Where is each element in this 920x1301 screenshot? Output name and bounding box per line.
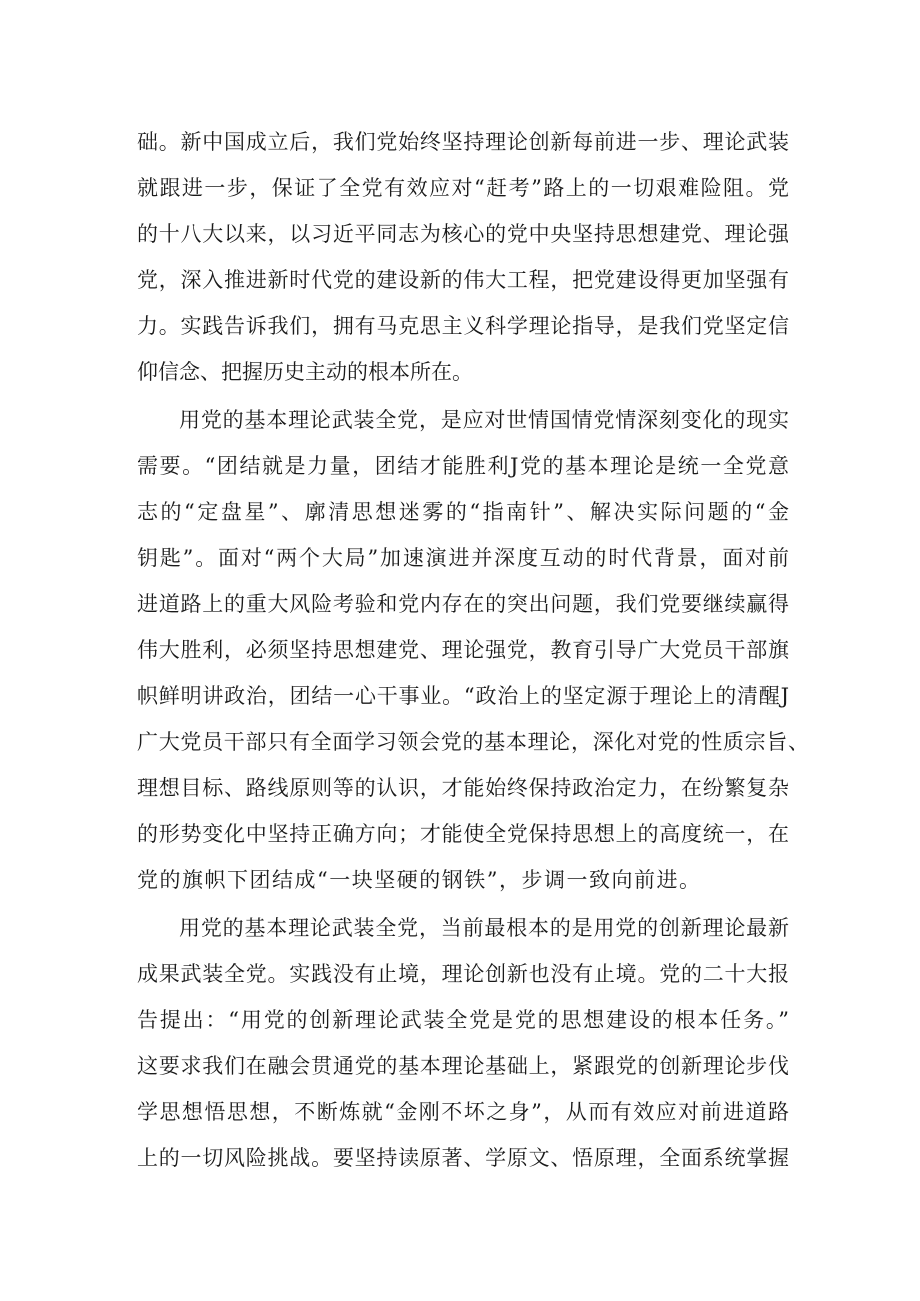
text-line-17: 党的旗帜下团结成“一块坚硬的钢铁”，步调一致向前进。 — [137, 868, 702, 892]
text-line-13: 帜鲜明讲政治，团结一心干事业。“政治上的坚定源于理论上的清醒J — [137, 684, 789, 708]
text-line-4: 党，深入推进新时代党的建设新的伟大工程，把党建设得更加坚强有 — [137, 268, 789, 292]
text-line-22: 学思想悟思想，不断炼就“金刚不坏之身”，从而有效应对前进道路 — [137, 1100, 789, 1124]
text-line-19: 成果武装全党。实践没有止境，理论创新也没有止境。党的二十大报 — [137, 962, 789, 986]
text-line-15: 理想目标、路线原则等的认识，才能始终保持政治定力，在纷繁复杂 — [137, 776, 789, 800]
text-line-7: 用党的基本理论武装全党，是应对世情国情党情深刻变化的现实 — [179, 408, 789, 432]
text-line-21: 这要求我们在融会贯通党的基本理论基础上，紧跟党的创新理论步伐 — [137, 1054, 789, 1078]
text-line-11: 进道路上的重大风险考验和党内存在的突出问题，我们党要继续赢得 — [137, 592, 789, 616]
text-line-18: 用党的基本理论武装全党，当前最根本的是用党的创新理论最新 — [179, 916, 789, 940]
text-line-1: 础。新中国成立后，我们党始终坚持理论创新每前进一步、理论武装 — [137, 130, 789, 154]
text-line-8: 需要。“团结就是力量，团结才能胜利J党的基本理论是统一全党意 — [137, 454, 789, 478]
text-line-12: 伟大胜利，必须坚持思想建党、理论强党，教育引导广大党员干部旗 — [137, 638, 789, 662]
text-line-3: 的十八大以来，以习近平同志为核心的党中央坚持思想建党、理论强 — [137, 222, 789, 246]
text-line-16: 的形势变化中坚持正确方向；才能使全党保持思想上的高度统一，在 — [137, 822, 789, 846]
text-line-5: 力。实践告诉我们，拥有马克思主义科学理论指导，是我们党坚定信 — [137, 314, 789, 338]
text-line-6: 仰信念、把握历史主动的根本所在。 — [137, 360, 473, 384]
text-line-10: 钥匙”。面对“两个大局”加速演进并深度互动的时代背景，面对前 — [137, 546, 789, 570]
text-line-23: 上的一切风险挑战。要坚持读原著、学原文、悟原理，全面系统掌握 — [137, 1146, 789, 1170]
text-line-9: 志的“定盘星”、廓清思想迷雾的“指南针”、解决实际问题的“金 — [137, 500, 789, 524]
text-line-20: 告提出：“用党的创新理论武装全党是党的思想建设的根本任务。” — [137, 1008, 789, 1032]
text-line-14: 广大党员干部只有全面学习领会党的基本理论，深化对党的性质宗旨、 — [137, 730, 809, 754]
text-line-2: 就跟进一步，保证了全党有效应对“赶考”路上的一切艰难险阻。党 — [137, 176, 789, 200]
